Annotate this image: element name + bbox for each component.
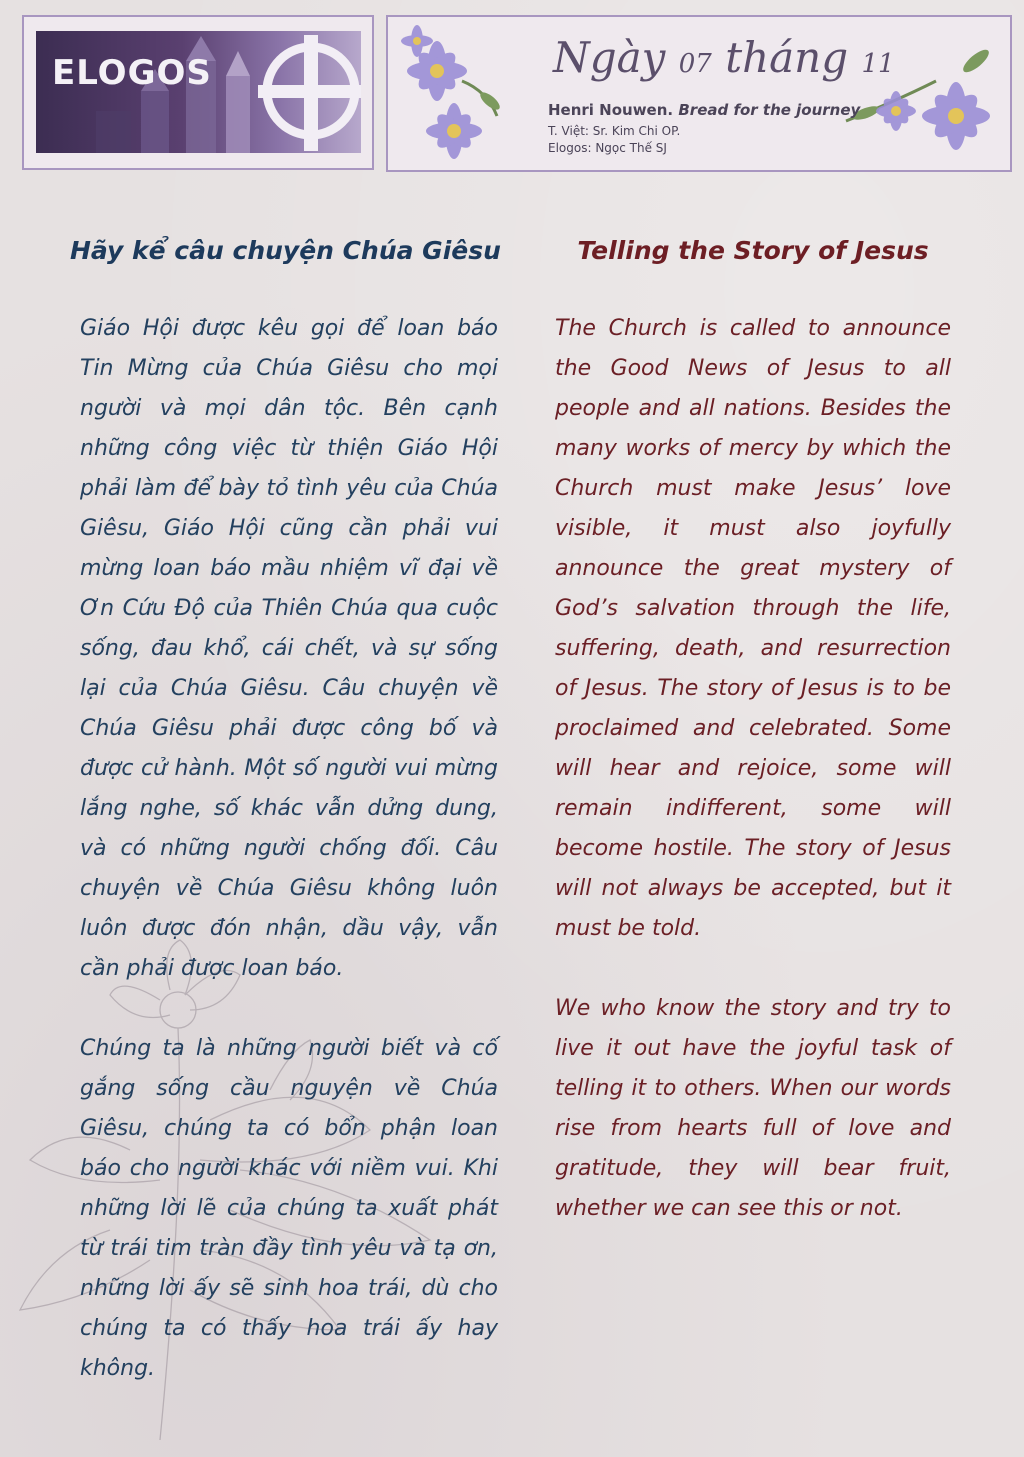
vietnamese-column [70,236,501,1429]
date-label: Ngày [553,33,666,82]
book-title: Bread for the journey [678,101,861,119]
logo-text: ELOGOS [52,53,212,93]
author-name: Henri Nouwen. [548,101,674,119]
logo-box [22,15,374,170]
aster-flowers-left-icon [392,21,502,167]
editor-credit: Elogos: Ngọc Thế SJ [548,141,667,155]
month-label: tháng [725,33,849,82]
translator-credit: T. Việt: Sr. Kim Chi OP. [548,124,681,138]
vietnamese-paragraph-2: Chúng ta là những người biết và cố gắng sống cầu nguyện về Chúa Giêsu, chúng ta có bổn phận loan báo cho người khác với niềm vui. Khi những lời lẽ của chúng ta xuất phát từ trái tim tràn đầy tình yêu và tạ ơn, những lời ấy sẽ sinh hoa trái, dù cho chúng ta có thấy hoa trái ấy hay không. [80,1036,498,1381]
english-paragraph-1: The Church is called to announce the Good News of Jesus to all people and all nations. Besides the many works of mercy by which the Church must make Jesus’ love visible, it must also joyfully announce the great mystery of God’s salvation through the life, suffering, death, and resurrection of Jesus. The story of Jesus is to be proclaimed and celebrated. Some will hear and rejoice, some will remain indifferent, some will become hostile. The story of Jesus will not always be accepted, but it must be told. [555,316,951,941]
english-column [555,236,951,1269]
english-title: Telling the Story of Jesus [577,236,929,265]
date-day: 07 [678,49,712,79]
vietnamese-paragraph-1: Giáo Hội được kêu gọi để loan báo Tin Mừng của Chúa Giêsu cho mọi người và mọi dân tộc. Bên cạnh những công việc từ thiện Giáo Hội phải làm để bày tỏ tình yêu của Chúa Giêsu, Giáo Hội cũng cần phải vui mừng loan báo mầu nhiệm vĩ đại về Ơn Cứu Độ của Thiên Chúa qua cuộc sống, đau khổ, cái chết, và sự sống lại của Chúa Giêsu. Câu chuyện về Chúa Giêsu phải được công bố và được cử hành. Một số người vui mừng lắng nghe, số khác vẫn dửng dung, và có những người chống đối. Câu chuyện về Chúa Giêsu không luôn luôn được đón nhận, dầu vậy, vẫn cần phải được loan báo. [80,316,498,981]
date-title [553,33,895,82]
date-header-box [386,15,1012,172]
date-month: 11 [861,49,895,79]
elogos-logo [36,31,361,153]
english-paragraph-2: We who know the story and try to live it out have the joyful task of telling it to others. When our words rise from hearts full of love and gratitude, they will bear fruit, whether we can see this or not. [555,996,951,1221]
author-line [548,101,860,119]
vietnamese-title: Hãy kể câu chuyện Chúa Giêsu [70,236,501,265]
